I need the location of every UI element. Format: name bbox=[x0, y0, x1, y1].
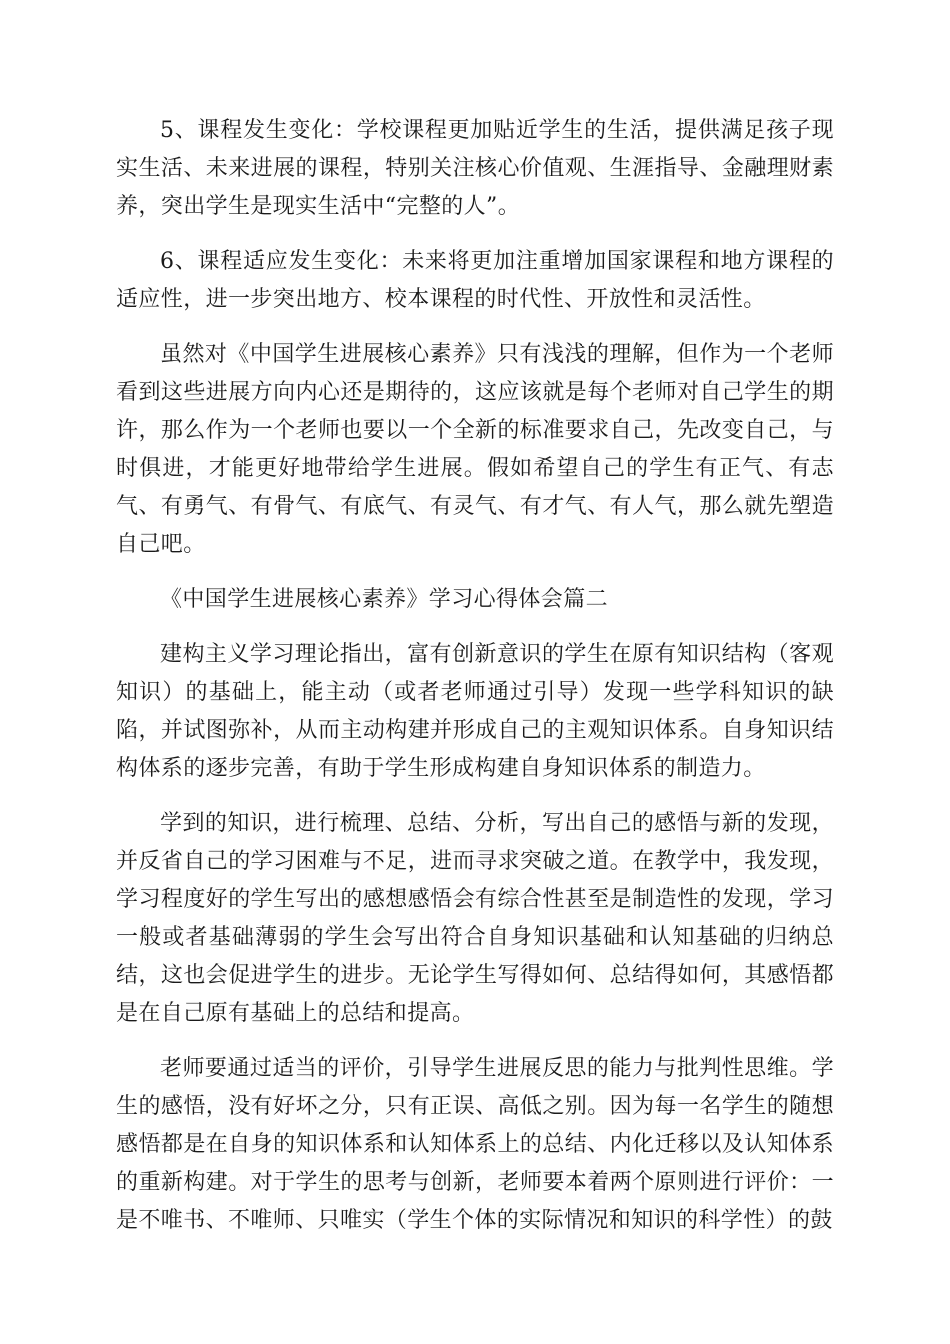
paragraph-constructivism: 建构主义学习理论指出，富有创新意识的学生在原有知识结构（客观知识）的基础上，能主动（或者老师通过引导）发现一些学科知识的缺陷，并试图弥补，从而主动构建并形成自己的主观知识体系。自身知识结构体系的逐步完善，有助于学生形成构建自身知识体系的制造力。 bbox=[116, 642, 834, 781]
paragraph-teacher-reflection: 虽然对《中国学生进展核心素养》只有浅浅的理解，但作为一个老师看到这些进展方向内心还是期待的，这应该就是每个老师对自己学生的期许，那么作为一个老师也要以一个全新的标准要求自己，先改变自己，与时俱进，才能更好地带给学生进展。假如希望自己的学生有正气、有志气、有勇气、有骨气、有底气、有灵气、有才气、有人气，那么就先塑造自己吧。 bbox=[116, 342, 834, 557]
paragraph-evaluation: 老师要通过适当的评价，引导学生进展反思的能力与批判性思维。学生的感悟，没有好坏之分，只有正误、高低之别。因为每一名学生的随想感悟都是在自身的知识体系和认知体系上的总结、内化迁移以及认知体系的重新构建。对于学生的思考与创新，老师要本着两个原则进行评价：一是不唯书、不唯师、只唯实（学生个体的实际情况和知识的科学性）的鼓 bbox=[116, 1056, 834, 1233]
section-heading: 《中国学生进展核心素养》学习心得体会篇二 bbox=[160, 587, 609, 612]
paragraph-curriculum-adaptation: 6、课程适应发生变化：未来将更加注重增加国家课程和地方课程的适应性，进一步突出地方、校本课程的时代性、开放性和灵活性。 bbox=[116, 249, 834, 312]
document-page bbox=[116, 112, 834, 1257]
paragraph-curriculum-change: 5、课程发生变化：学校课程更加贴近学生的生活，提供满足孩子现实生活、未来进展的课程，特别关注核心价值观、生涯指导、金融理财素养，突出学生是现实生活中“完整的人”。 bbox=[116, 118, 834, 219]
paragraph-learning-summary: 学到的知识，进行梳理、总结、分析，写出自己的感悟与新的发现，并反省自己的学习困难与不足，进而寻求突破之道。在教学中，我发现，学习程度好的学生写出的感想感悟会有综合性甚至是制造性的发现，学习一般或者基础薄弱的学生会写出符合自身知识基础和认知基础的归纳总结，这也会促进学生的进步。无论学生写得如何、总结得如何，其感悟都是在自己原有基础上的总结和提高。 bbox=[116, 811, 834, 1026]
